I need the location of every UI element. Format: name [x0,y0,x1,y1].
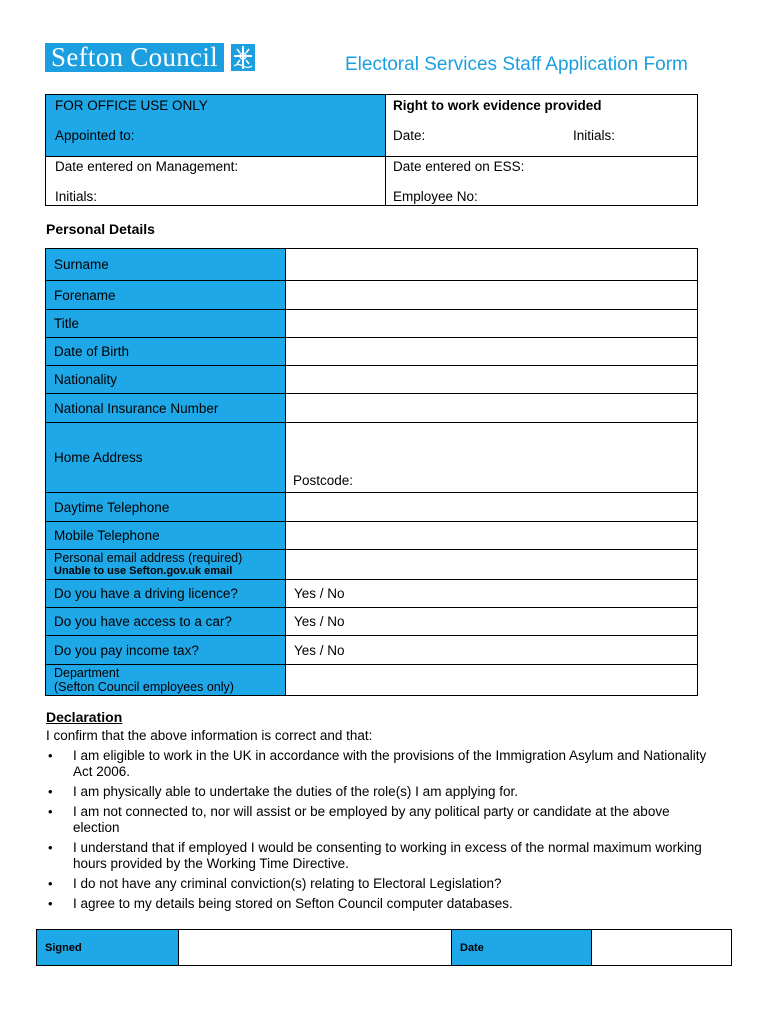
home-address-label: Home Address [46,423,286,493]
signature-date-field[interactable] [592,930,731,965]
management-cell[interactable] [46,157,386,205]
declaration-intro: I confirm that the above information is correct and that: [46,728,373,743]
signature-table [36,929,732,966]
daytime-telephone-label: Daytime Telephone [46,493,286,522]
table-row [46,249,698,281]
initials-label: Initials: [573,128,616,143]
forename-field[interactable] [286,281,698,310]
home-address-field[interactable] [286,423,698,493]
title-label: Title [46,310,286,338]
surname-label: Surname [46,249,286,281]
appointed-to-label: Appointed to: [55,128,135,143]
ess-cell[interactable] [386,157,698,205]
employee-no-label: Employee No: [393,189,478,204]
date-entered-management-label: Date entered on Management: [55,159,239,174]
table-row [46,636,698,665]
dob-label: Date of Birth [46,338,286,366]
table-row [46,281,698,310]
email-label: Personal email address (required) [54,551,243,565]
declaration-title: Declaration [46,709,123,725]
title-field[interactable] [286,310,698,338]
table-row [46,310,698,338]
initials-label: Initials: [55,189,98,204]
right-to-work-label: Right to work evidence provided [393,98,602,113]
car-access-label: Do you have access to a car? [46,608,286,636]
signed-label: Signed [37,930,179,965]
department-label: Department [54,666,120,680]
date-label: Date: [393,128,426,143]
form-title: Electoral Services Staff Application Form [345,54,688,75]
office-use-box [45,94,698,206]
personal-details-heading: Personal Details [46,221,155,237]
postcode-label: Postcode: [293,473,354,488]
car-access-field[interactable]: Yes / No [286,608,698,636]
declaration-list [46,748,716,916]
date-label: Date [452,930,592,965]
declaration-item: • I am physically able to undertake the duties of the role(s) I am applying for. [46,784,716,800]
logo-text: Sefton Council [45,43,224,72]
declaration-item: • I understand that if employed I would be consenting to working in excess of the normal maximum working hours provided by the Working Time Directive. [46,840,716,872]
declaration-item: • I do not have any criminal conviction(s) relating to Electoral Legislation? [46,876,716,892]
income-tax-label: Do you pay income tax? [46,636,286,665]
sefton-council-logo [45,43,255,72]
table-row [46,550,698,580]
ni-number-field[interactable] [286,394,698,423]
forename-label: Forename [46,281,286,310]
department-field[interactable] [286,665,698,696]
table-row [46,665,698,696]
table-row [46,338,698,366]
table-row [46,423,698,493]
surname-field[interactable] [286,249,698,281]
mobile-telephone-label: Mobile Telephone [46,522,286,550]
income-tax-field[interactable]: Yes / No [286,636,698,665]
date-entered-ess-label: Date entered on ESS: [393,159,525,174]
table-row [46,580,698,608]
office-use-label: FOR OFFICE USE ONLY [55,98,208,113]
table-row [46,394,698,423]
mobile-telephone-field[interactable] [286,522,698,550]
declaration-item: • I am eligible to work in the UK in accordance with the provisions of the Immigration Asylum and Nationality Act 2006. [46,748,716,780]
department-note: (Sefton Council employees only) [54,680,234,694]
signature-field[interactable] [179,930,452,965]
email-label-cell [46,550,286,580]
table-row [46,366,698,394]
ni-number-label: National Insurance Number [46,394,286,423]
table-row [46,608,698,636]
daytime-telephone-field[interactable] [286,493,698,522]
declaration-item: • I agree to my details being stored on Sefton Council computer databases. [46,896,716,912]
department-label-cell [46,665,286,696]
right-to-work-cell[interactable] [386,95,698,157]
nationality-field[interactable] [286,366,698,394]
driving-licence-label: Do you have a driving licence? [46,580,286,608]
table-row [46,493,698,522]
email-field[interactable] [286,550,698,580]
office-use-cell [46,95,386,157]
nationality-label: Nationality [46,366,286,394]
driving-licence-field[interactable]: Yes / No [286,580,698,608]
dob-field[interactable] [286,338,698,366]
personal-details-table [45,248,698,696]
table-row [46,522,698,550]
declaration-item: • I am not connected to, nor will assist or be employed by any political party or candidate at the above election [46,804,716,836]
council-crest-icon [231,44,255,71]
email-note: Unable to use Sefton.gov.uk email [54,565,233,577]
